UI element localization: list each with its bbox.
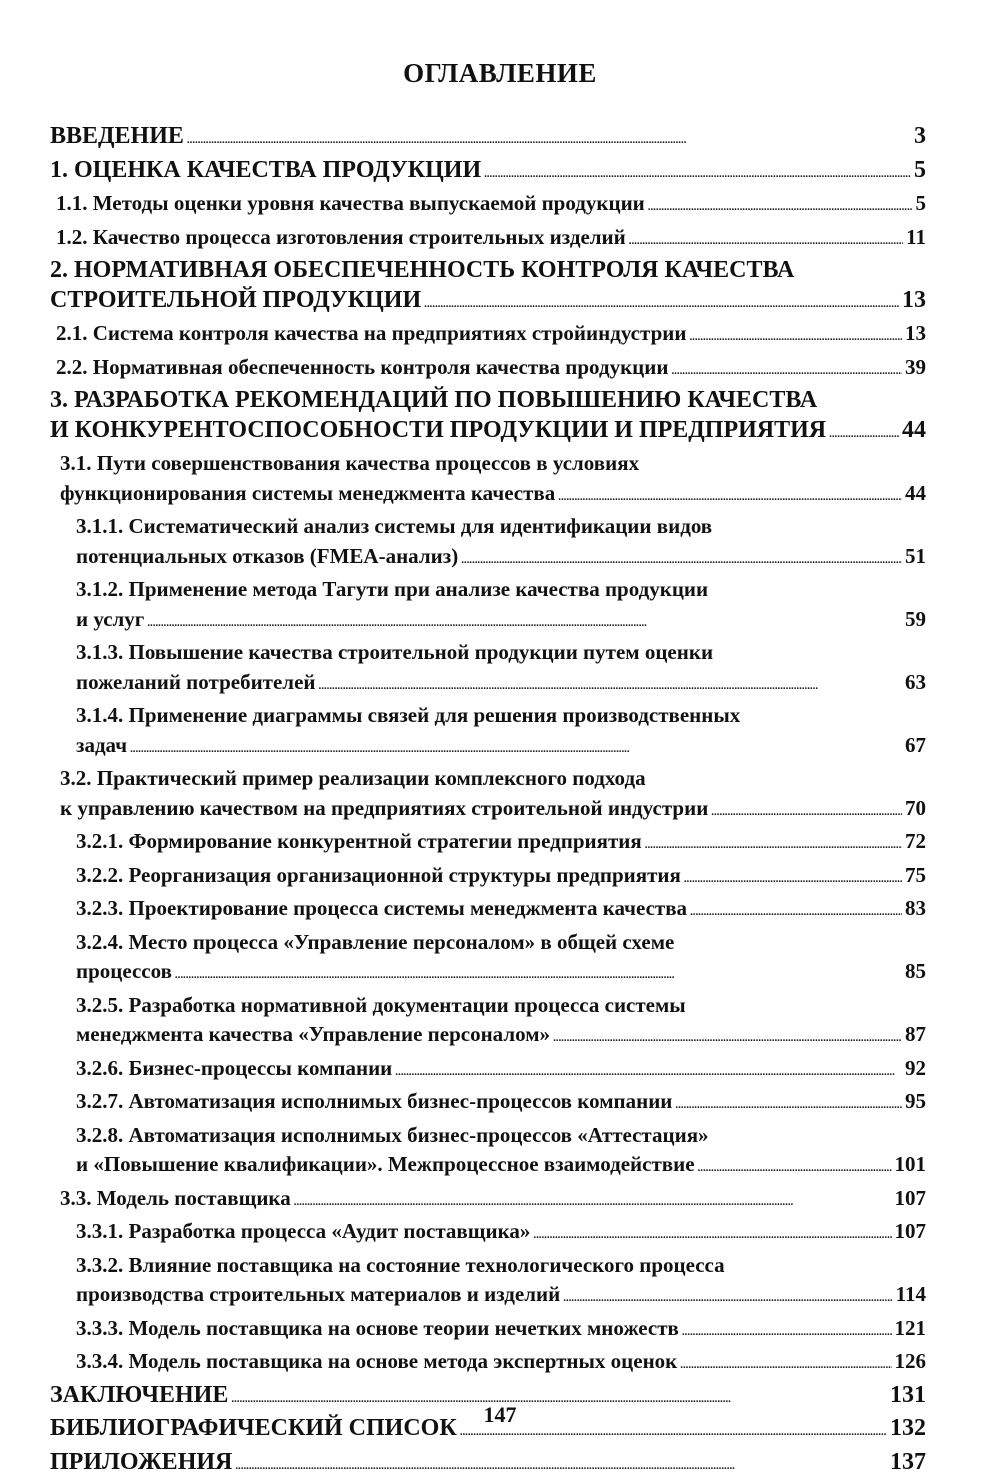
leader-dots (461, 542, 902, 576)
toc-entry[interactable] (50, 991, 926, 1054)
page-number: 147 (0, 1402, 1000, 1428)
toc-entry[interactable] (50, 512, 926, 575)
toc-entry-page: 87 (905, 1020, 926, 1050)
leader-dots (675, 1087, 902, 1121)
toc-entry-title: 3.3. Модель поставщика (60, 1184, 291, 1214)
toc-entry-page: 67 (905, 731, 926, 761)
toc-entry-page: 5 (914, 156, 926, 186)
leader-dots (395, 1054, 902, 1088)
toc-entry-page: 51 (905, 542, 926, 572)
toc-entry-title: БИБЛИОГРАФИЧЕСКИЙ СПИСОК (50, 1414, 457, 1444)
toc-entry-page: 39 (905, 353, 926, 383)
toc-entry[interactable] (50, 1448, 926, 1481)
toc-entry-title: И КОНКУРЕНТОСПОСОБНОСТИ ПРОДУКЦИИ И ПРЕДПРИЯТИЯ (50, 416, 826, 446)
toc-entry-page: 44 (905, 479, 926, 509)
toc-entry-page: 107 (895, 1184, 927, 1214)
toc-entry[interactable] (50, 1347, 926, 1381)
toc-entry-page: 92 (905, 1054, 926, 1084)
toc-entry[interactable] (50, 701, 926, 764)
toc-entry-page: 63 (905, 668, 926, 698)
leader-dots (558, 479, 902, 513)
toc-entry-title-line1: 3.2.5. Разработка нормативной документации процесса системы (76, 991, 926, 1021)
toc-entry[interactable] (50, 764, 926, 827)
toc-entry[interactable] (50, 861, 926, 895)
toc-entry-title: к управлению качеством на предприятиях строительной индустрии (60, 794, 708, 824)
toc-entry-page: 83 (905, 894, 926, 924)
toc-entry-title: задач (76, 731, 127, 761)
leader-dots (671, 353, 902, 387)
toc-entry-title: 1.1. Методы оценки уровня качества выпускаемой продукции (56, 189, 645, 219)
toc-entry-page: 107 (895, 1217, 927, 1247)
leader-dots (629, 223, 903, 257)
toc-entry-page: 85 (905, 957, 926, 987)
leader-dots (319, 668, 902, 702)
leader-dots (648, 189, 913, 223)
toc-entry-title-line1: 3.2. Практический пример реализации комплексного подхода (60, 764, 926, 794)
leader-dots (682, 1314, 892, 1348)
toc-entry[interactable] (50, 122, 926, 156)
toc-entry-title: пожеланий потребителей (76, 668, 316, 698)
toc-entry[interactable] (50, 1314, 926, 1348)
toc-entry-title: 3.2.6. Бизнес-процессы компании (76, 1054, 392, 1084)
toc-entry-page: 132 (890, 1414, 926, 1444)
toc-entry-title: 3.3.4. Модель поставщика на основе метода экспертных оценок (76, 1347, 677, 1377)
toc-entry-page: 126 (895, 1347, 927, 1377)
leader-dots (563, 1280, 892, 1314)
toc-entry-title-line1: 3.2.4. Место процесса «Управление персоналом» в общей схеме (76, 928, 926, 958)
toc-entry-title: 2.1. Система контроля качества на предприятиях стройиндустрии (56, 319, 686, 349)
toc-entry-title: менеджмента качества «Управление персоналом» (76, 1020, 550, 1050)
leader-dots (130, 731, 902, 765)
leader-dots (698, 1150, 892, 1184)
toc-entry[interactable] (50, 575, 926, 638)
leader-dots (711, 794, 902, 828)
toc-entry[interactable] (50, 894, 926, 928)
toc-entry-title: 3.2.1. Формирование конкурентной стратегии предприятия (76, 827, 642, 857)
leader-dots (294, 1184, 892, 1218)
toc-entry[interactable] (50, 223, 926, 257)
toc-entry[interactable] (50, 1251, 926, 1314)
toc-entry-page: 11 (906, 223, 926, 253)
toc-entry-title: и услуг (76, 605, 144, 635)
toc-entry-title: производства строительных материалов и изделий (76, 1280, 560, 1310)
leader-dots (424, 286, 899, 320)
leader-dots (684, 861, 902, 895)
toc-entry-page: 101 (895, 1150, 927, 1180)
toc-entry-page: 70 (905, 794, 926, 824)
leader-dots (175, 957, 902, 991)
toc-entry-page: 13 (902, 286, 926, 316)
toc-entry-title: СТРОИТЕЛЬНОЙ ПРОДУКЦИИ (50, 286, 421, 316)
toc-entry-page: 13 (905, 319, 926, 349)
toc-entry[interactable] (50, 1054, 926, 1088)
table-of-contents (50, 122, 926, 1481)
toc-entry[interactable] (50, 827, 926, 861)
toc-entry-page: 131 (890, 1381, 926, 1411)
leader-dots (829, 416, 899, 450)
toc-entry-title: ЗАКЛЮЧЕНИЕ (50, 1381, 228, 1411)
toc-entry-page: 72 (905, 827, 926, 857)
toc-entry-title-line1: 3.1.1. Систематический анализ системы для идентификации видов (76, 512, 926, 542)
leader-dots (235, 1448, 887, 1481)
toc-entry-title: и «Повышение квалификации». Межпроцессное взаимодействие (76, 1150, 695, 1180)
toc-entry-title: 1.2. Качество процесса изготовления строительных изделий (56, 223, 626, 253)
toc-entry-title-line1: 2. НОРМАТИВНАЯ ОБЕСПЕЧЕННОСТЬ КОНТРОЛЯ КАЧЕСТВА (50, 256, 926, 286)
toc-entry-title: 3.3.3. Модель поставщика на основе теории нечетких множеств (76, 1314, 679, 1344)
toc-entry-page: 121 (895, 1314, 927, 1344)
toc-entry[interactable] (50, 386, 926, 449)
leader-dots (187, 122, 911, 156)
leader-dots (553, 1020, 902, 1054)
toc-entry-title: 3.3.1. Разработка процесса «Аудит поставщика» (76, 1217, 530, 1247)
page-title: ОГЛАВЛЕНИЕ (0, 58, 1000, 89)
toc-entry-title-line1: 3.1.4. Применение диаграммы связей для решения производственных (76, 701, 926, 731)
toc-entry-page: 95 (905, 1087, 926, 1117)
leader-dots (680, 1347, 891, 1381)
toc-entry-title: 2.2. Нормативная обеспеченность контроля качества продукции (56, 353, 668, 383)
toc-entry-title-line1: 3.2.8. Автоматизация исполнимых бизнес-процессов «Аттестация» (76, 1121, 926, 1151)
toc-entry-title: 1. ОЦЕНКА КАЧЕСТВА ПРОДУКЦИИ (50, 156, 481, 186)
toc-entry-title: функционирования системы менеджмента качества (60, 479, 555, 509)
toc-entry-page: 114 (896, 1280, 926, 1310)
toc-entry-title-line1: 3. РАЗРАБОТКА РЕКОМЕНДАЦИЙ ПО ПОВЫШЕНИЮ КАЧЕСТВА (50, 386, 926, 416)
toc-entry-title: ПРИЛОЖЕНИЯ (50, 1448, 232, 1478)
toc-entry-title: потенциальных отказов (FMEA-анализ) (76, 542, 458, 572)
toc-entry-page: 3 (914, 122, 926, 152)
toc-entry[interactable] (50, 1217, 926, 1251)
toc-entry[interactable] (50, 256, 926, 319)
toc-entry-page: 5 (916, 189, 927, 219)
toc-entry-title-line1: 3.1.3. Повышение качества строительной продукции путем оценки (76, 638, 926, 668)
leader-dots (147, 605, 902, 639)
toc-entry-title: ВВЕДЕНИЕ (50, 122, 184, 152)
toc-entry-title-line1: 3.1.2. Применение метода Тагути при анализе качества продукции (76, 575, 926, 605)
toc-entry[interactable] (50, 1184, 926, 1218)
toc-entry[interactable] (50, 928, 926, 991)
toc-entry[interactable] (50, 189, 926, 223)
toc-entry-page: 75 (905, 861, 926, 891)
toc-entry-page: 44 (902, 416, 926, 446)
toc-entry-title: 3.2.7. Автоматизация исполнимых бизнес-процессов компании (76, 1087, 672, 1117)
toc-entry[interactable] (50, 319, 926, 353)
toc-entry[interactable] (50, 449, 926, 512)
toc-entry-title-line1: 3.1. Пути совершенствования качества процессов в условиях (60, 449, 926, 479)
leader-dots (484, 156, 911, 190)
toc-entry[interactable] (50, 156, 926, 190)
leader-dots (689, 319, 902, 353)
toc-entry-title: 3.2.2. Реорганизация организационной структуры предприятия (76, 861, 681, 891)
toc-entry[interactable] (50, 638, 926, 701)
toc-entry-title-line1: 3.3.2. Влияние поставщика на состояние технологического процесса (76, 1251, 926, 1281)
toc-entry[interactable] (50, 1087, 926, 1121)
leader-dots (690, 894, 902, 928)
toc-entry[interactable] (50, 1121, 926, 1184)
leader-dots (533, 1217, 891, 1251)
leader-dots (645, 827, 902, 861)
toc-entry-page: 59 (905, 605, 926, 635)
toc-entry-title: процессов (76, 957, 172, 987)
toc-entry-title: 3.2.3. Проектирование процесса системы менеджмента качества (76, 894, 687, 924)
toc-entry[interactable] (50, 353, 926, 387)
toc-entry-page: 137 (890, 1448, 926, 1478)
